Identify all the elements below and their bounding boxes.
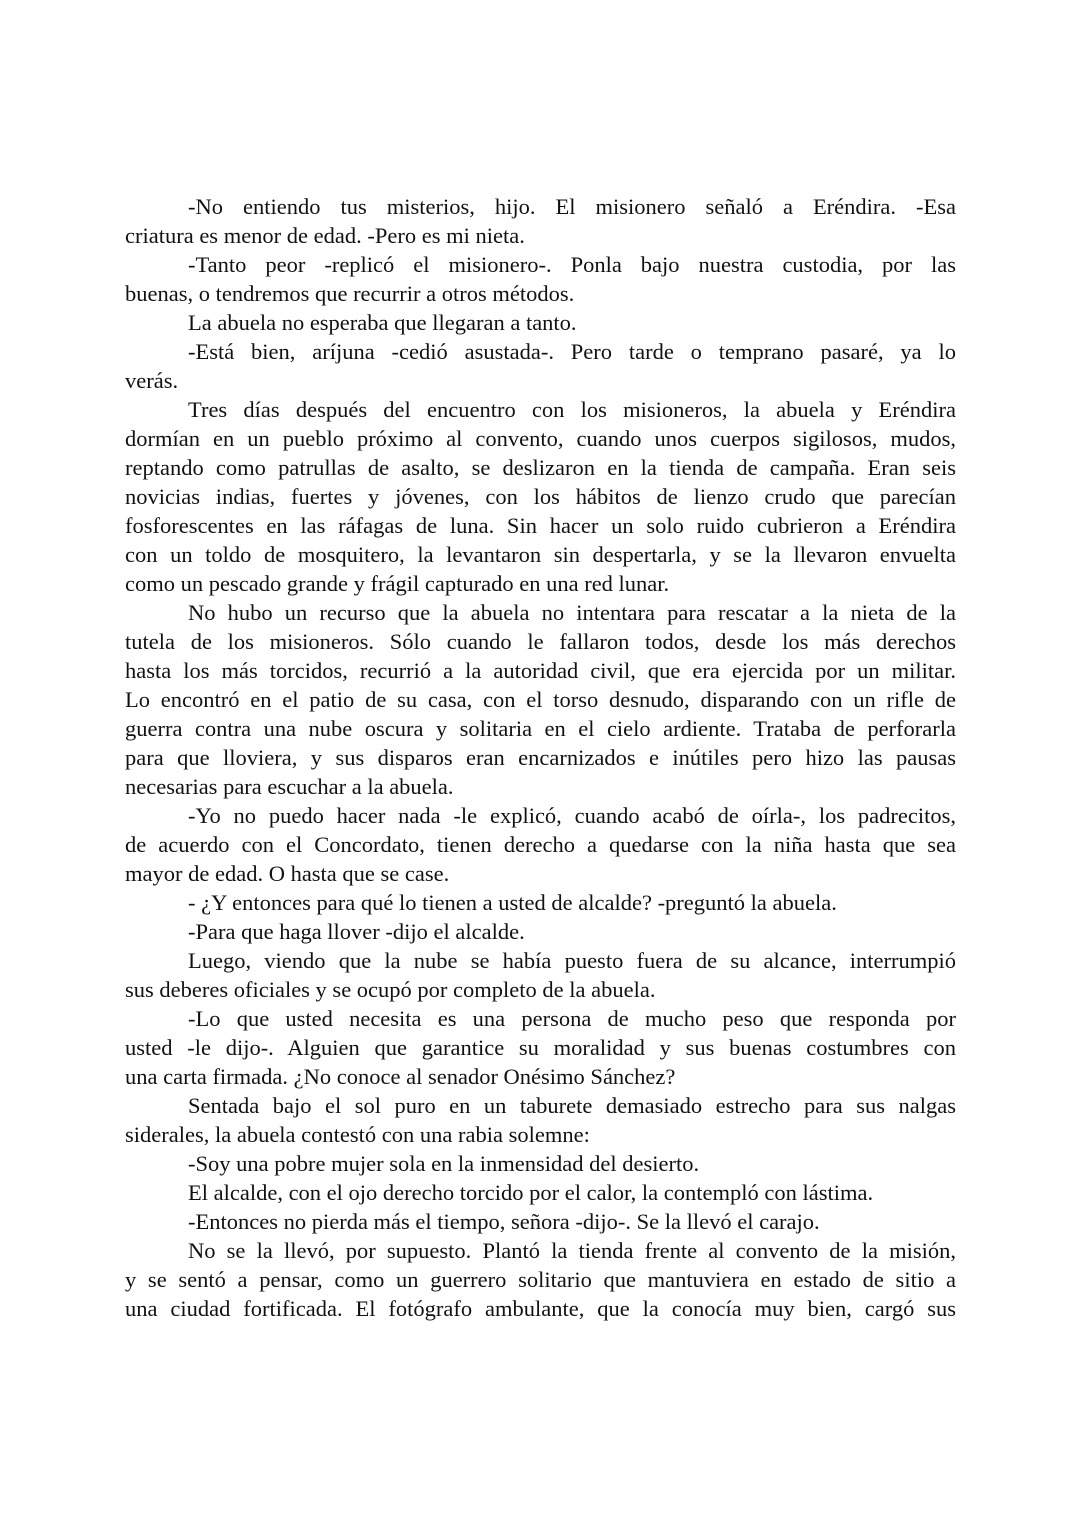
text-line: hasta los más torcidos, recurrió a la autoridad civil, que era ejercida por un militar. xyxy=(125,658,956,683)
text-line: verás. xyxy=(125,368,179,393)
text-line: y se sentó a pensar, como un guerrero solitario que mantuviera en estado de sitio a xyxy=(125,1267,956,1292)
text-line: sus deberes oficiales y se ocupó por completo de la abuela. xyxy=(125,977,656,1002)
text-line: novicias indias, fuertes y jóvenes, con los hábitos de lienzo crudo que parecían xyxy=(125,484,956,509)
text-line: La abuela no esperaba que llegaran a tanto. xyxy=(188,310,577,335)
text-line: No hubo un recurso que la abuela no intentara para rescatar a la nieta de la xyxy=(188,600,956,625)
text-line: -Entonces no pierda más el tiempo, señora -dijo-. Se la llevó el carajo. xyxy=(188,1209,820,1234)
text-line: criatura es menor de edad. -Pero es mi nieta. xyxy=(125,223,525,248)
text-line: - ¿Y entonces para qué lo tienen a usted de alcalde? -preguntó la abuela. xyxy=(188,890,837,915)
text-line: -Lo que usted necesita es una persona de mucho peso que responda por xyxy=(188,1006,956,1031)
text-line: fosforescentes en las ráfagas de luna. Sin hacer un solo ruido cubrieron a Eréndira xyxy=(125,513,956,538)
text-line: buenas, o tendremos que recurrir a otros métodos. xyxy=(125,281,575,306)
text-line: con un toldo de mosquitero, la levantaron sin despertarla, y se la llevaron envuelta xyxy=(125,542,956,567)
document-body xyxy=(125,192,956,1323)
text-line: mayor de edad. O hasta que se case. xyxy=(125,861,450,886)
text-line: -Soy una pobre mujer sola en la inmensidad del desierto. xyxy=(188,1151,700,1176)
text-line: Luego, viendo que la nube se había puesto fuera de su alcance, interrumpió xyxy=(188,948,956,973)
text-line: de acuerdo con el Concordato, tienen derecho a quedarse con la niña hasta que sea xyxy=(125,832,956,857)
text-line: -Tanto peor -replicó el misionero-. Ponla bajo nuestra custodia, por las xyxy=(188,252,956,277)
text-line: -No entiendo tus misterios, hijo. El misionero señaló a Eréndira. -Esa xyxy=(188,194,956,219)
text-line: dormían en un pueblo próximo al convento, cuando unos cuerpos sigilosos, mudos, xyxy=(125,426,956,451)
text-line: guerra contra una nube oscura y solitaria en el cielo ardiente. Trataba de perforarla xyxy=(125,716,956,741)
text-line: No se la llevó, por supuesto. Plantó la tienda frente al convento de la misión, xyxy=(188,1238,956,1263)
text-line: Lo encontró en el patio de su casa, con el torso desnudo, disparando con un rifle de xyxy=(125,687,956,712)
text-line: una carta firmada. ¿No conoce al senador Onésimo Sánchez? xyxy=(125,1064,676,1089)
text-line: -Yo no puedo hacer nada -le explicó, cuando acabó de oírla-, los padrecitos, xyxy=(188,803,956,828)
text-line: reptando como patrullas de asalto, se deslizaron en la tienda de campaña. Eran seis xyxy=(125,455,956,480)
text-line: -Para que haga llover -dijo el alcalde. xyxy=(188,919,525,944)
text-line: como un pescado grande y frágil capturado en una red lunar. xyxy=(125,571,670,596)
text-line: necesarias para escuchar a la abuela. xyxy=(125,774,454,799)
text-line: tutela de los misioneros. Sólo cuando le fallaron todos, desde los más derechos xyxy=(125,629,956,654)
text-line: para que lloviera, y sus disparos eran encarnizados e inútiles pero hizo las pausas xyxy=(125,745,956,770)
text-line: Tres días después del encuentro con los misioneros, la abuela y Eréndira xyxy=(188,397,956,422)
text-line: una ciudad fortificada. El fotógrafo ambulante, que la conocía muy bien, cargó sus xyxy=(125,1296,956,1321)
text-line: siderales, la abuela contestó con una rabia solemne: xyxy=(125,1122,590,1147)
text-line: -Está bien, aríjuna -cedió asustada-. Pero tarde o temprano pasaré, ya lo xyxy=(188,339,956,364)
text-line: Sentada bajo el sol puro en un taburete demasiado estrecho para sus nalgas xyxy=(188,1093,956,1118)
text-line: El alcalde, con el ojo derecho torcido por el calor, la contempló con lástima. xyxy=(188,1180,874,1205)
text-line: usted -le dijo-. Alguien que garantice su moralidad y sus buenas costumbres con xyxy=(125,1035,956,1060)
